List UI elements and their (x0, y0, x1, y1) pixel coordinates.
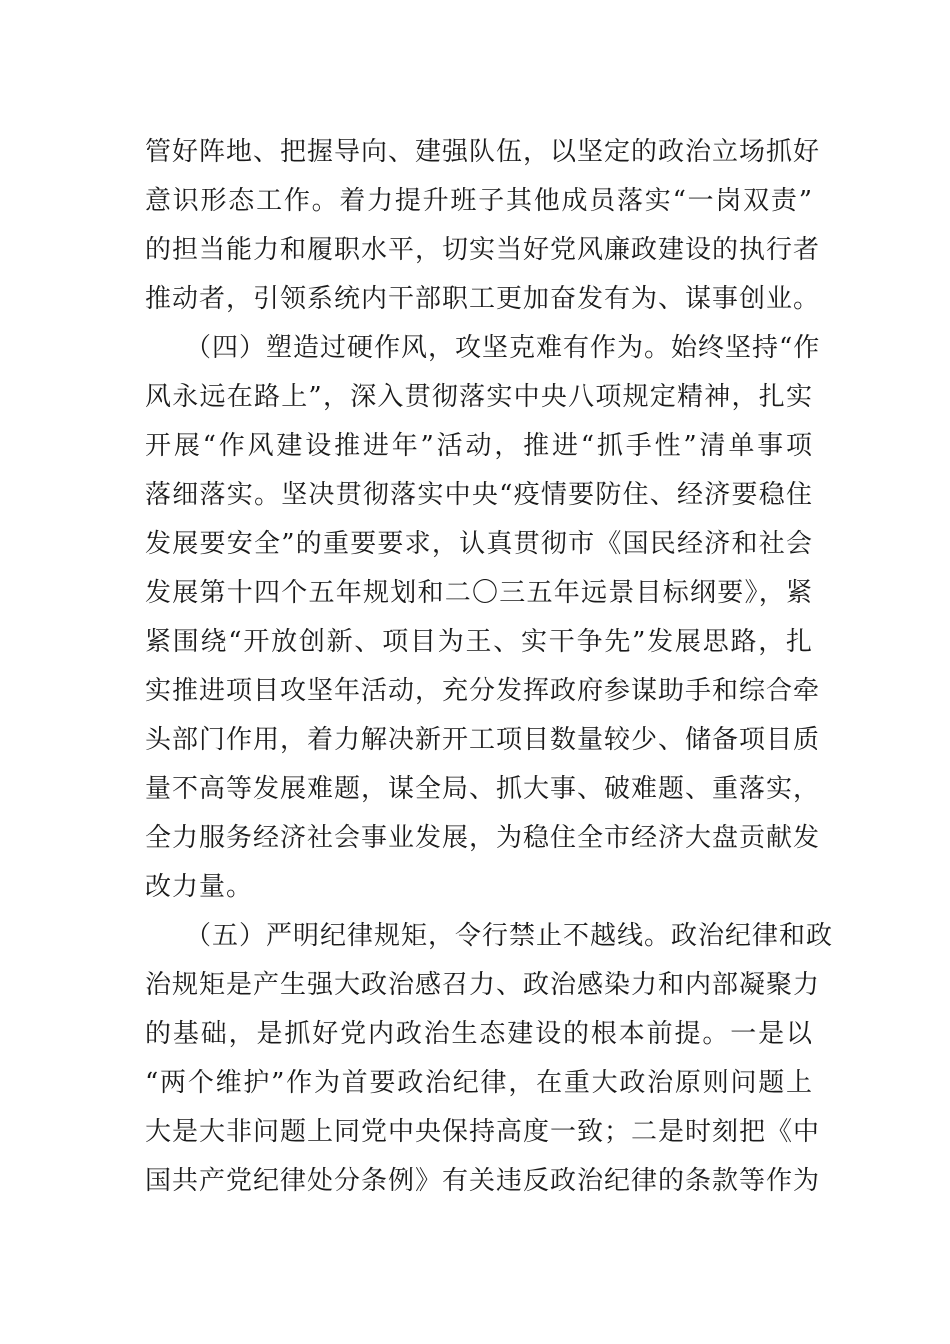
text-line: 的基础，是抓好党内政治生态建设的根本前提。一是以 (145, 1019, 813, 1049)
text-line: 风永远在路上”，深入贯彻落实中央八项规定精神，扎实 (145, 382, 813, 412)
text-line: 落细落实。坚决贯彻落实中央“疫情要防住、经济要稳住 (145, 480, 813, 510)
text-line: 意识形态工作。着力提升班子其他成员落实“一岗双责” (145, 186, 813, 216)
text-line: （五）严明纪律规矩，令行禁止不越线。政治纪律和政 (185, 921, 834, 951)
text-line: 国共产党纪律处分条例》有关违反政治纪律的条款等作为 (145, 1166, 821, 1196)
text-line: 治规矩是产生强大政治感召力、政治感染力和内部凝聚力 (145, 970, 821, 1000)
text-line: 发展第十四个五年规划和二〇三五年远景目标纲要》，紧 (145, 578, 813, 608)
text-line: 的担当能力和履职水平，切实当好党风廉政建设的执行者 (145, 235, 821, 265)
text-line: 大是大非问题上同党中央保持高度一致；二是时刻把《中 (145, 1117, 821, 1147)
text-line: 推动者，引领系统内干部职工更加奋发有为、谋事创业。 (145, 284, 821, 314)
text-line: 开展“作风建设推进年”活动，推进“抓手性”清单事项 (145, 431, 813, 461)
text-line: 改力量。 (145, 872, 254, 902)
text-line: （四）塑造过硬作风，攻坚克难有作为。始终坚持“作 (185, 333, 821, 363)
text-line: 全力服务经济社会事业发展，为稳住全市经济大盘贡献发 (145, 823, 821, 853)
text-line: 头部门作用，着力解决新开工项目数量较少、储备项目质 (145, 725, 821, 755)
text-line: “两个维护”作为首要政治纪律，在重大政治原则问题上 (145, 1068, 813, 1098)
text-line: 紧围绕“开放创新、项目为王、实干争先”发展思路，扎 (145, 627, 813, 657)
text-line: 发展要安全”的重要要求，认真贯彻市《国民经济和社会 (145, 529, 813, 559)
text-line: 实推进项目攻坚年活动，充分发挥政府参谋助手和综合牵 (145, 676, 821, 706)
document-body (145, 128, 834, 1206)
text-line: 量不高等发展难题，谋全局、抓大事、破难题、重落实， (145, 774, 821, 804)
text-line: 管好阵地、把握导向、建强队伍，以坚定的政治立场抓好 (145, 137, 821, 167)
